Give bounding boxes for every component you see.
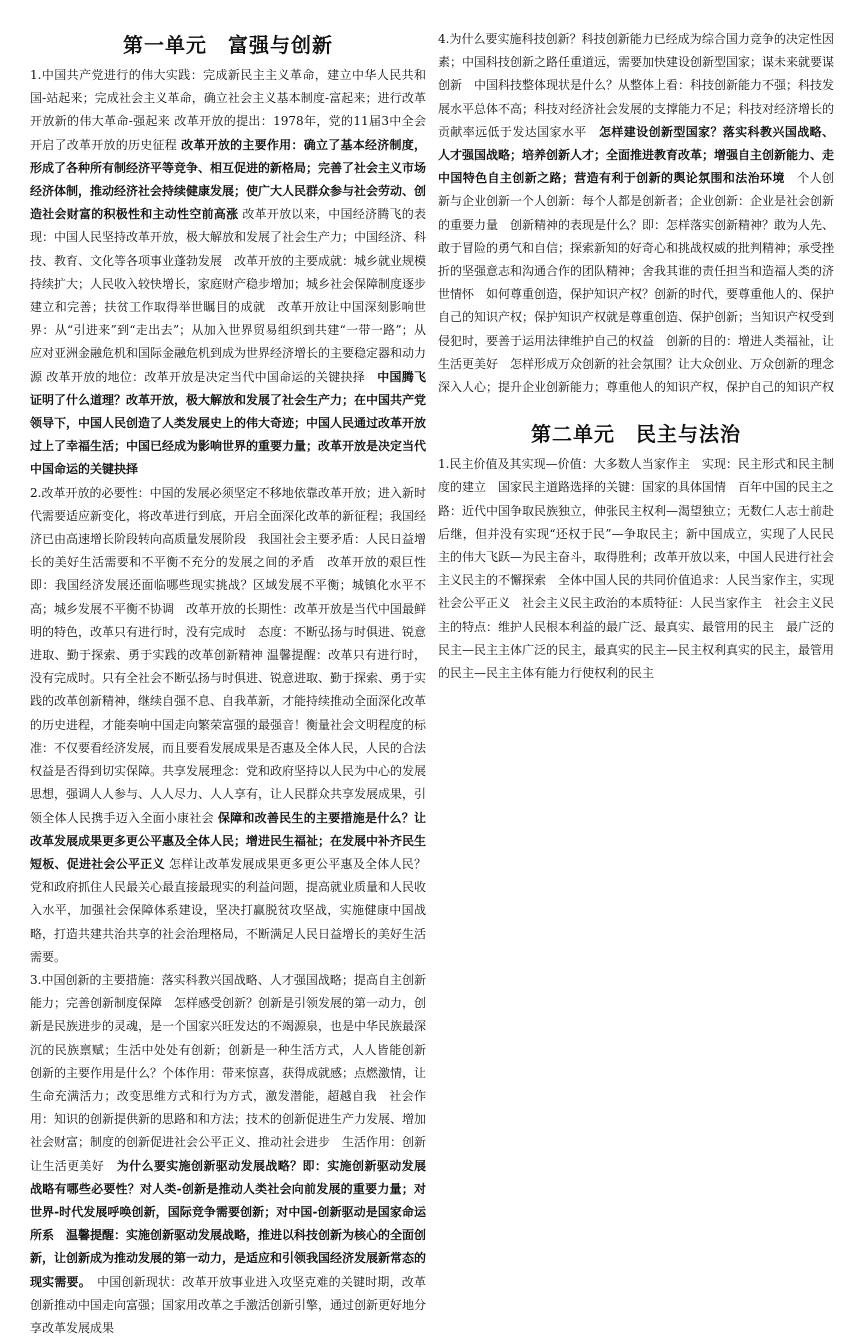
text-run: 个人创新与企业创新一个人创新：每个人都是创新者；企业创新：企业是社会创新的重要力量 创新精神的表现是什么？即：怎样落实创新精神？敢为人先、敢于冒险的勇气和自信；探索新知的好奇心和挑战权威的批判精神；承受挫折的坚强意志和沟通合作的团队精神；舍我其谁的责任担当和造福人类的济世情怀 如何尊重创造，保护知识产权？创新的时代，要尊重他人的、保护自己的知识产权；保护知识产权就是尊重创造、保护创新；当知识产权受到侵犯时，要善于运用法律维护自己的权益 创新的目的：增进人类福祉，让生活更美好 怎样形成万众创新的社会氛围？让大众创业、万众创新的理念深入人心；提升企业创新能力；尊重他人的知识产权，保护自己的知识产权 <box>438 171 835 395</box>
unit-1-item-2 <box>30 482 426 969</box>
unit-1-item-1 <box>30 64 426 482</box>
unit-2-item-1 <box>438 453 834 685</box>
unit-1-item-4 <box>438 28 834 399</box>
text-run: 2.改革开放的必要性：中国的发展必须坚定不移地依靠改革开放；进入新时代需要适应新变化，将改革进行到底，开启全面深化改革的新征程；我国经济已由高速增长阶段转向高质量发展阶段 我国社会主要矛盾：人民日益增长的美好生活需要和不平衡不充分的发展之间的矛盾 改革开放的艰巨性 即：我国经济发展还面临哪些现实挑战？区域发展不平衡；城镇化水平不高；城乡发展不平衡不协调 改革开放的长期性：改革开放是当代中国最鲜明的特色，改革只有进行时，没有完成时 态度：不断弘扬与时俱进、锐意进取、勤于探索、勇于实践的改革创新精神 温馨提醒：改革只有进行时，没有完成时。只有全社会不断弘扬与时俱进、锐意进取、勤于探索、勇于实践的改革创新精神，继续自强不息、自我革新，才能持续推动全面深化改革的历史进程，才能奏响中国走向繁荣富强的最强音！衡量社会文明程度的标准：不仅要看经济发展，而且要看发展成果是否惠及全体人民，人民的合法权益是否得到切实保障。共享发展理念：党和政府坚持以人民为中心的发展思想，强调人人参与、人人尽力、人人享有，让人民群众共享发展成果，引领全体人民携手迈入全面小康社会 <box>30 485 427 825</box>
text-run: 3.中国创新的主要措施：落实科教兴国战略、人才强国战略；提高自主创新能力；完善创新制度保障 怎样感受创新？创新是引领发展的第一动力，创新是民族进步的灵魂，是一个国家兴旺发达的不竭源泉，也是中华民族最深沉的民族禀赋；生活中处处有创新；创新是一种生活方式，人人皆能创新 创新的主要作用是什么？个体作用：带来惊喜，获得成就感；点燃激情，让生命充满活力；改变思维方式和行为方式，激发潜能，超越自我 社会作用：知识的创新提供新的思路和和方法；技术的创新促进生产力发展、增加社会财富；制度的创新促进社会公平正义、推动社会进步 生活作用：创新让生活更美好 <box>30 972 439 1173</box>
text-run: 怎样让改革发展成果更多更公平惠及全体人民？党和政府抓住人民最关心最直接最现实的利益问题，提高就业质量和人民收入水平，加强社会保障体系建设，坚决打赢脱贫攻坚战，实施健康中国战略，打造共建共治共享的社会治理格局，不断满足人民日益增长的美好生活需要。 <box>30 856 427 964</box>
text-run: 4.为什么要实施科技创新？科技创新能力已经成为综合国力竞争的决定性因素；中国科技创新之路任重道远，需要加快建设创新型国家；谋未来就要谋创新 中国科技整体现状是什么？从整体上看：科技创新能力不强；科技发展水平总体不高；科技对经济社会发展的支撑能力不足；科技对经济增长的贡献率远低于发达国家水平 <box>438 32 835 139</box>
text-run: 中国创新现状：改革开放事业进入攻坚克难的关键时期，改革创新推动中国走向富强；国家用改革之手激活创新引擎，通过创新更好地分享改革发展成果 <box>30 1274 427 1335</box>
bold-text-run: 保障和改善民生的主要措施是什么？让改革发展成果更多更公平惠及全体人民；增进民生福祉；在发展中补齐民生短板、促进社会公平正义 <box>30 810 427 871</box>
unit-1-title: 第一单元 富强与创新 <box>123 33 333 57</box>
right-column <box>438 28 834 685</box>
text-run: 1.民主价值及其实现—价值：大多数人当家作主 实现：民主形式和民主制度的建立 国家民主道路选择的关键：国家的具体国情 百年中国的民主之路：近代中国争取民族独立，伸张民主权利—渴望独立；无数仁人志士前赴后继，但并没有实现“还权于民”—争取民主；新中国成立，实现了人民民主的伟大飞跃—为民主奋斗，取得胜利；改革开放以来，中国人民进行社会主义民主的不懈探索 全体中国人民的共同价值追求：人民当家作主，实现社会公平正义 社会主义民主政治的本质特征：人民当家作主 社会主义民主的特点：维护人民根本利益的最广泛、最真实、最管用的民主 最广泛的民主—民主主体广泛的民主，最真实的民主—民主权利真实的民主，最管用的民主—民主主体有能力行使权利的民主 <box>438 457 835 681</box>
text-run: 改革开放以来，中国经济腾飞的表现：中国人民坚持改革开放，极大解放和发展了社会生产力；中国经济、科技、教育、文化等各项事业蓬勃发展 改革开放的主要成就：城乡就业规模持续扩大；人民收入较快增长，家庭财产稳步增加；城乡社会保障制度逐步建立和完善；扶贫工作取得举世瞩目的成就 改革开放让中国深刻影响世界：从“引进来”到“走出去”；从加入世界贸易组织到共建“一带一路”；从应对亚洲金融危机和国际金融危机到成为世界经济增长的主要稳定器和动力源 改革开放的地位：改革开放是决定当代中国命运的关键抉择 <box>30 207 427 384</box>
bold-text-run: 改革开放的主要作用：确立了基本经济制度，形成了各种所有制经济平等竞争、相互促进的新格局；完善了社会主义市场经济体制，推动经济社会持续健康发展；使广大人民群众参与社会劳动、创造社会财富的积极性和主动性空前高涨 <box>30 137 427 222</box>
bold-text-run: 怎样建设创新型国家？落实科教兴国战略、人才强国战略；培养创新人才；全面推进教育改革；增强自主创新能力、走中国特色自主创新之路；营造有利于创新的舆论氛围和法治环境 <box>438 124 835 186</box>
bold-text-run: 为什么要实施创新驱动发展战略？即：实施创新驱动发展战略有哪些必要性？对人类-创新是推动人类社会向前发展的重要力量；对世界-时代发展呼唤创新，国际竞争需要创新；对中国-创新驱动是国家命运所系 温馨提醒：实施创新驱动发展战略，推进以科技创新为核心的全面创新，让创新成为推动发展的第一动力，是适应和引领我国经济发展新常态的现实需要。 <box>30 1158 427 1289</box>
unit-1-item-3 <box>30 969 439 1340</box>
bold-text-run: 中国腾飞证明了什么道理？改革开放，极大解放和发展了社会生产力；在中国共产党领导下，中国人民创造了人类发展史上的伟大奇迹；中国人民通过改革开放过上了幸福生活；中国已经成为影响世界的重要力量；改革开放是决定当代中国命运的关键抉择 <box>30 369 427 477</box>
unit-2-title: 第二单元 民主与法治 <box>531 422 741 447</box>
left-column <box>30 28 439 1340</box>
text-run: 1.中国共产党进行的伟大实践：完成新民主主义革命，建立中华人民共和国-站起来；完成社会主义革命，确立社会主义基本制度-富起来；进行改革开放新的伟大革命-强起来 改革开放的提出：1978年，党的11届3中全会开启了改革开放的历史征程 <box>30 68 426 152</box>
